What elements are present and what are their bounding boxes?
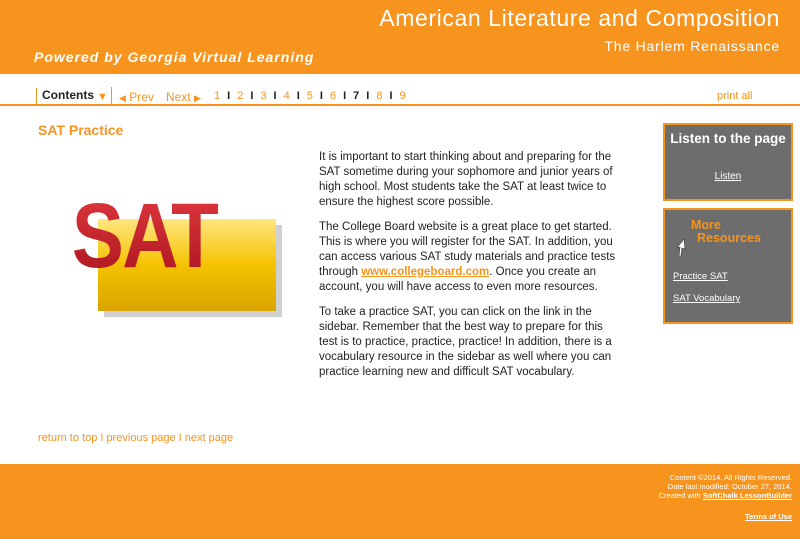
next-button[interactable] xyxy=(166,90,201,104)
created-with xyxy=(659,491,792,500)
arrow-left-icon: ◀ xyxy=(119,93,126,103)
link-separator: I xyxy=(97,432,107,444)
nav-underline xyxy=(0,104,800,106)
footer-info xyxy=(659,473,792,500)
paragraph-practice: To take a practice SAT, you can click on the link in the sidebar. Remember that the best way to prepare for this test is to practice, practice, practice! In addition, there is a vocabulary resource in the sidebar as well where you can practice learning new and difficult SAT vocabulary. xyxy=(319,306,612,378)
page-separator: I xyxy=(250,90,254,102)
link-separator: I xyxy=(175,432,185,444)
next-label: Next xyxy=(166,90,191,104)
page-title: SAT Practice xyxy=(38,122,124,138)
last-modified: Date last modified: October 27, 2014. xyxy=(667,482,792,491)
page-link-3[interactable]: 3 xyxy=(260,90,267,102)
page-link-6[interactable]: 6 xyxy=(329,90,337,102)
contents-dropdown-icon[interactable]: ▼ xyxy=(97,91,108,103)
page-separator: I xyxy=(366,90,370,102)
page-separator: I xyxy=(389,90,393,102)
header-banner xyxy=(0,0,800,74)
page-separator: I xyxy=(273,90,277,102)
print-all-link[interactable]: print all xyxy=(717,90,753,102)
unit-subtitle: The Harlem Renaissance xyxy=(604,38,780,54)
prev-button[interactable] xyxy=(119,90,154,104)
resources-panel xyxy=(663,208,793,324)
softchalk-link[interactable]: SoftChalk LessonBuilder xyxy=(702,491,792,500)
copyright-notice: Content ©2014. All Rights Reserved. xyxy=(669,473,792,482)
page-footer-nav xyxy=(38,432,233,444)
created-with-label: Created with xyxy=(658,491,703,500)
listen-link[interactable]: Listen xyxy=(714,171,742,182)
resources-heading-line1: More xyxy=(691,218,721,232)
page-link-4[interactable]: 4 xyxy=(283,90,290,102)
page-separator: I xyxy=(343,90,347,102)
paragraph-college-board xyxy=(319,220,619,295)
paragraph-text: The College Board website is a great place to get started. This is where you will register for the SAT. In addition, you can access various SAT study materials and practice tests through xyxy=(319,221,616,278)
article-body xyxy=(319,150,619,390)
sat-logo-text: SAT xyxy=(71,185,218,288)
page-link-8[interactable]: 8 xyxy=(376,90,383,102)
paragraph-intro: It is important to start thinking about and preparing for the SAT sometime during your sophomore and junior years of high school. Most students take the SAT at least twice to ensure the highest score possible. xyxy=(319,151,613,208)
paragraph-text: . Once you create an account, you will have access to even more resources. xyxy=(319,266,598,293)
sat-vocabulary-link[interactable]: SAT Vocabulary xyxy=(673,293,741,304)
footer-banner xyxy=(0,464,800,539)
arrow-right-icon: ▶ xyxy=(194,93,201,103)
contents-menu[interactable]: Contents xyxy=(36,88,116,106)
listen-panel xyxy=(663,123,793,201)
page-separator: I xyxy=(319,90,323,102)
next-page-link[interactable]: next page xyxy=(184,432,234,444)
resources-heading-line2: Resources xyxy=(697,231,761,245)
return-to-top-link[interactable]: return to top xyxy=(38,432,98,444)
previous-page-link[interactable]: previous page xyxy=(106,432,176,444)
terms-of-use-link[interactable]: Terms of Use xyxy=(745,512,792,521)
page-link-2[interactable]: 2 xyxy=(237,90,244,102)
provider-tagline: Powered by Georgia Virtual Learning xyxy=(34,49,315,65)
page-separator: I xyxy=(227,90,231,102)
listen-heading: Listen to the page xyxy=(670,131,786,146)
prev-label: Prev xyxy=(129,90,154,104)
resources-heading xyxy=(691,219,761,245)
page-link-1[interactable]: 1 xyxy=(214,90,221,102)
lesson-navbar xyxy=(0,79,800,106)
course-title: American Literature and Composition xyxy=(379,5,780,31)
page-link-5[interactable]: 5 xyxy=(306,90,313,102)
sat-logo-image xyxy=(70,175,290,325)
cursor-pointer-icon xyxy=(675,238,691,258)
page-separator: I xyxy=(296,90,300,102)
page-link-7-current: 7 xyxy=(353,90,360,102)
collegeboard-link[interactable]: www.collegeboard.com xyxy=(361,266,490,278)
practice-sat-link[interactable]: Practice SAT xyxy=(673,271,728,282)
nav-divider xyxy=(111,87,112,105)
page-links xyxy=(214,90,406,102)
page-link-9[interactable]: 9 xyxy=(399,90,406,102)
